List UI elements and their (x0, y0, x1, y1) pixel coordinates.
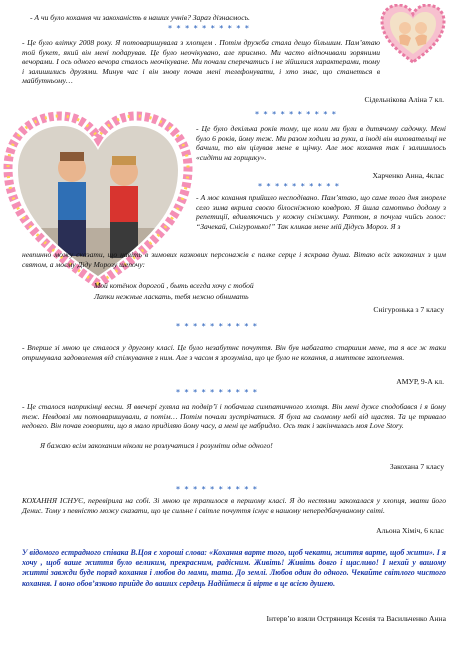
divider-stars-5: * * * * * * * * * * (176, 388, 258, 397)
story-snigurka-part2: невпинно можу сказати, що навіть в зимових казкових персонажів є палке серце і яскрава душа. Вітаю всіх закоханих з цим святом, а моєму Діду Морозу шепочу: (22, 250, 446, 269)
signature-anna: Харченко Анна, 4клас (372, 171, 444, 180)
story-snigurka-part1: - А моє кохання прийшло несподівано. Пам’ятаю, що саме того дня змореле село зима вкрила своєю білосніжною ковдрою. Я йшла самотньо додому з репетиції, вдивляючись у кожну сніжинку. Раптом, я почула чийсь голос: “Зачекай, Снігуронько!” Так кликав мене мій Дідусь Мороз. Я з (196, 193, 446, 231)
heart-frame-cupids (380, 4, 446, 64)
story-zakohana: - Це сталося наприкінці весни. Я ввечері гуляла на подвір’ї і побачила симпатичного хлопця. Він мені дуже сподобався і я йому теж. Невдовзі ми потоваришували, а потім… Потім почали зустрічатися. Я була на сьомому небі від щастя. Та це тривало недовго. Він почав говорити, що я мало приділяю йому часу, а мені це набридло. Ось так і закінчилась моя Love Story. (22, 402, 446, 431)
story-alina: - Це було влітку 2008 року. Я потоваришувала з хлопцем . Потім дружба стала дещо більшим. Пам’ятаю той букет, який він мені подарував. Це було неочікувано, але приємно. Ми часто відпочивали зоряними вечорами. І ось одного вечора сталось неочікуване. Ми почали сперечатись і не зійшлися характерами, тому і залишились друзями. Минув час і він знову почав мені телефонувати, і хто знає, що станеться в майбутньому… (22, 38, 380, 86)
story-zakohana-wish: Я бажаю всім закоханим ніколи не розлучатися і розуміти одне одного! (40, 441, 273, 450)
closing-message: У відомого естрадного співака В.Цоя є хороші слова: «Кохання варте того, щоб чекати, життя варте, щоб жити». І я хочу , щоб ваше життя було великим, прекрасним, радісним. Живіть! Живіть довго і щасливо! І нехай у вашому житті завжди буде поряд кохання і любов до мами, тата. До землі. Любов один до одного. Чекайте світлого чистого кохання. І воно обов’язково прийде до ваших сердець Надійтеся й вірте в це всією душею. (22, 548, 446, 588)
divider-stars-1: * * * * * * * * * * (168, 24, 250, 33)
signature-alina: Сідельнікова Аліна 7 кл. (364, 95, 444, 104)
heart-cupids-image (380, 4, 446, 64)
poem-line-1: Мой котёнок дорогой , быть всегда хочу с тобой (94, 281, 254, 290)
poem-line-2: Лапки нежные ласкать, тебя нежно обнимать (94, 292, 249, 301)
interview-credits: Інтерв’ю взяли Остряниця Ксенія та Васильченко Анна (266, 614, 446, 623)
signature-amur: АМУР, 9-А кл. (396, 377, 444, 386)
divider-stars-6: * * * * * * * * * * (176, 485, 258, 494)
signature-alona: Альона Хіміч, 6 клас (376, 526, 444, 535)
intro-question: - А чи було кохання чи закоханість в наших учнів? Зараз дізнаємось. (30, 13, 250, 22)
story-alona: КОХАННЯ ІСНУЄ, перевірила на собі. Зі мною це трапилося в першому класі. Я до нестями закохалася у хлопця, звати його Денис. Тому з певністю можу сказати, що це сильне і світле почуття існує в нашому непередбачуваному світі. (22, 496, 446, 515)
story-amur: - Вперше зі мною це сталося у другому класі. Це було незабутнє почуття. Він був набагато старшим мене, та я все ж таки отримувала задоволення від спілкування з ним. Але з часом я зрозуміла, що це було не кохання, а миттєве захоплення. (22, 343, 446, 362)
story-anna: - Це було декілька років тому, ще коли ми були в дитячому садочку. Мені було 6 років, йому теж. Ми разом ходили за руки, а іноді він виховательці не бачили, то він цілував мене в щічку. Але моє кохання так і залишилось «сидіти на горщику». (196, 124, 446, 162)
divider-stars-4: * * * * * * * * * * (176, 322, 258, 331)
divider-stars-2: * * * * * * * * * * (255, 110, 337, 119)
signature-snigurka: Снігуронька з 7 класу (373, 305, 444, 314)
signature-zakohana: Закохана 7 класу (389, 462, 444, 471)
divider-stars-3: * * * * * * * * * * (258, 182, 340, 191)
